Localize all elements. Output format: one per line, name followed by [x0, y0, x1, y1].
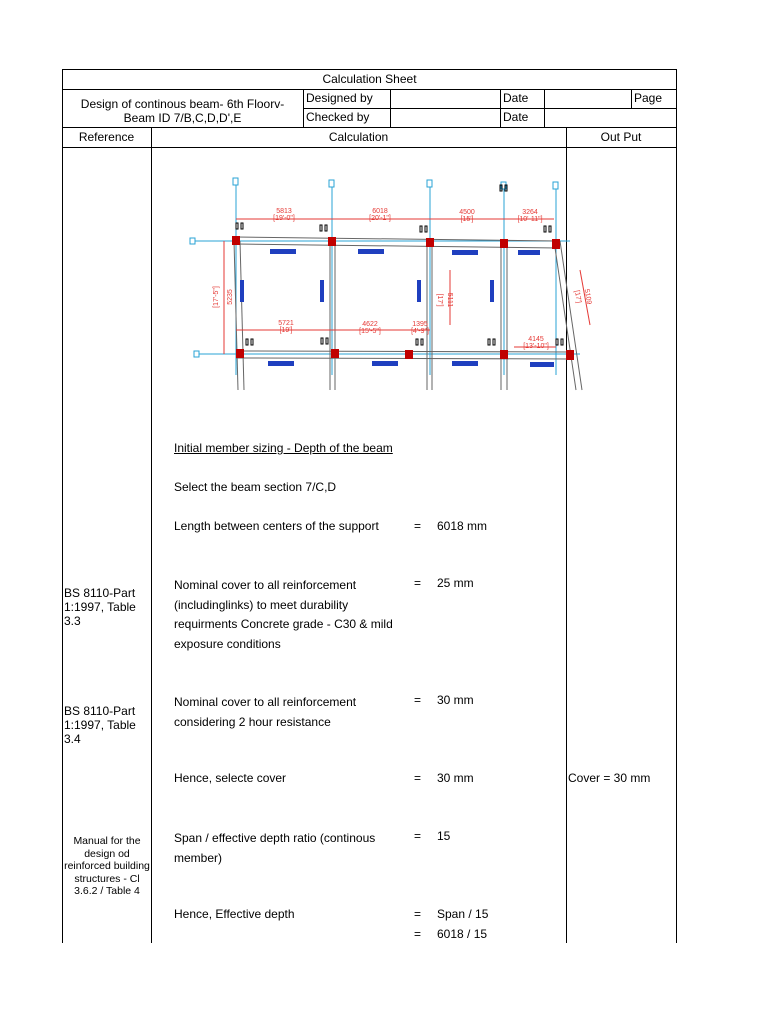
calc-length-value: 6018 mm [437, 519, 488, 533]
dim-5721-ft: [19'] [279, 327, 293, 334]
calc-effective-depth-value-2: 6018 / 15 [437, 927, 488, 941]
table-left-border [62, 69, 63, 943]
calc-span-ratio-eq: = [414, 829, 422, 843]
output-column-header: Out Put [600, 130, 642, 144]
calc-durability-eq: = [414, 576, 422, 590]
dim-5111: 5111 [446, 292, 453, 308]
dim-5235: 5235 [227, 289, 234, 305]
header-row-divider [62, 127, 677, 128]
design-title-line1: Design of continous beam- 6th Floorv- [80, 97, 285, 111]
calculation-column-header: Calculation [328, 130, 389, 144]
dim-4622: 4622 [362, 321, 378, 328]
table-right-border [676, 69, 677, 943]
dim-6018-ft: [20'-1"] [369, 215, 391, 222]
header-title-divider [303, 89, 304, 127]
calc-selected-cover-label: Hence, selecte cover [174, 771, 287, 785]
calc-durability-value: 25 mm [437, 576, 474, 590]
calc-fire-value: 30 mm [437, 693, 474, 707]
output-cover: Cover = 30 mm [568, 771, 651, 785]
calc-selected-cover-value: 30 mm [437, 771, 474, 785]
beam-layout-drawing [180, 175, 593, 395]
dim-3264: 3264 [522, 209, 538, 216]
dim-4622-ft: [15'-5"] [359, 328, 381, 335]
section-heading: Initial member sizing - Depth of the beam [174, 441, 393, 455]
dim-5111-ft: [17'] [436, 293, 443, 307]
dim-5813-ft: [19'-0"] [273, 215, 295, 222]
ref-bs8110-table34: BS 8110-Part 1:1997, Table 3.4 [64, 704, 136, 746]
dim-5813: 5813 [276, 208, 292, 215]
dim-1395-ft: [4'-9"] [411, 328, 429, 335]
reference-column-divider [151, 127, 152, 943]
calc-selected-cover-eq: = [414, 771, 422, 785]
dim-1395: 1395 [412, 321, 428, 328]
header-signature-divider [390, 89, 391, 127]
header-page-divider [631, 89, 632, 108]
dim-5235-ft: [17'-5"] [213, 286, 220, 308]
calc-effective-depth-eq-2: = [414, 927, 422, 941]
calc-span-ratio-value: 15 [437, 829, 451, 843]
calc-effective-depth-eq: = [414, 907, 422, 921]
designed-row-divider [303, 108, 677, 109]
table-top-border [62, 69, 677, 70]
dim-4145-ft: [13'-10"] [523, 343, 549, 350]
calc-effective-depth-value: Span / 15 [437, 907, 489, 921]
calc-effective-depth-label: Hence, Effective depth [174, 907, 295, 921]
dim-6018: 6018 [372, 208, 388, 215]
calc-length-eq: = [414, 519, 422, 533]
dim-4500-ft: [15'] [460, 216, 474, 223]
header-date-value-divider [544, 89, 545, 127]
date-label-1: Date [503, 91, 529, 105]
column-header-divider [62, 147, 677, 148]
calc-fire-cover-label: Nominal cover to all reinforcement considering 2 hour resistance [174, 695, 357, 729]
calc-span-ratio-label: Span / effective depth ratio (continous member) [174, 831, 376, 865]
dim-4145: 4145 [528, 336, 544, 343]
dim-3264-ft: [10'-11"] [517, 216, 543, 223]
calc-length-label: Length between centers of the support [174, 519, 379, 533]
designed-by-label: Designed by [306, 91, 373, 105]
ref-manual-table4: Manual for the design od reinforced building structures - Cl 3.6.2 / Table 4 [64, 835, 150, 897]
calc-durability-cover-label: Nominal cover to all reinforcement (includinglinks) to meet durability requirments Concrete grade - C30 & mild exposure conditions [174, 578, 393, 651]
select-beam-line: Select the beam section 7/C,D [174, 480, 337, 494]
sheet-title: Calculation Sheet [322, 72, 417, 86]
reference-column-header: Reference [78, 130, 135, 144]
title-row-divider [62, 89, 677, 90]
checked-by-label: Checked by [306, 110, 370, 124]
date-label-2: Date [503, 110, 529, 124]
design-title-line2: Beam ID 7/B,C,D,D',E [123, 111, 242, 125]
header-date-divider [500, 89, 501, 127]
dim-5109-ft: [17'] [572, 289, 583, 304]
dim-5109: 5109 [582, 288, 593, 306]
dim-5721: 5721 [278, 320, 294, 327]
calc-fire-eq: = [414, 693, 422, 707]
ref-bs8110-table33: BS 8110-Part 1:1997, Table 3.3 [64, 586, 136, 628]
page-label: Page [634, 91, 663, 105]
dim-4500: 4500 [459, 209, 475, 216]
